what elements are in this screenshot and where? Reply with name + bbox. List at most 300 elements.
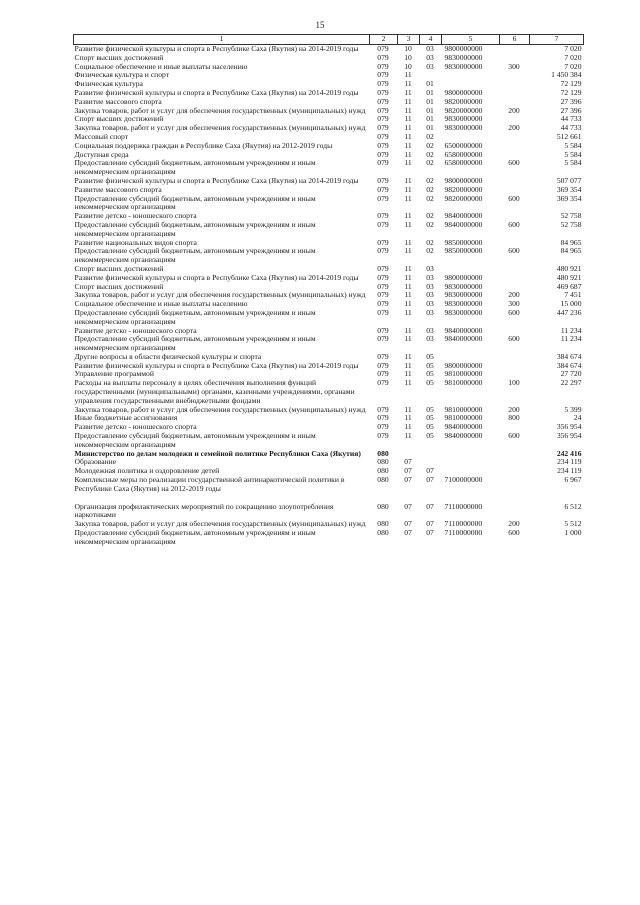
- row-name: Спорт высших достижений: [74, 263, 164, 273]
- row-sum: 5 584: [564, 149, 582, 159]
- row-sum: 512 661: [556, 131, 582, 141]
- row-name: Закупка товаров, работ и услуг для обеспечения государственных (муниципальных) нужд: [74, 123, 366, 133]
- row-gr-code: 079: [377, 334, 389, 344]
- row-name: Социальная поддержка граждан в Республике Саха (Якутия) на 2012-2019 годы: [74, 140, 333, 150]
- row-gr-code: 079: [377, 96, 389, 106]
- row-vr-code: [500, 45, 530, 54]
- row-gr-code: 079: [377, 149, 389, 159]
- row-rz-code: 11: [404, 334, 412, 344]
- row-rz-code: 10: [404, 52, 412, 62]
- row-vr-code: [500, 89, 530, 98]
- row-rz-code: 11: [404, 149, 412, 159]
- table-row: [74, 309, 584, 327]
- header-col-5: 5: [442, 35, 500, 45]
- row-vr-code: 300: [508, 61, 520, 71]
- row-cs-code: 7100000000: [444, 475, 483, 485]
- row-sum: 84 965: [560, 237, 582, 247]
- row-gr-code: 079: [377, 211, 389, 221]
- row-cs-code: 9800000000: [444, 272, 483, 282]
- row-pr-code: 01: [426, 114, 434, 124]
- table-row: [74, 494, 584, 521]
- row-gr-code: 079: [377, 431, 389, 441]
- row-rz-code: 11: [404, 307, 412, 317]
- row-pr-code: 02: [426, 211, 434, 221]
- row-gr-code: 079: [377, 272, 389, 282]
- row-name: Предоставление субсидий бюджетным, автономным учреждениям и иным некоммерческим организациям: [74, 219, 316, 238]
- row-cs-code: 9800000000: [444, 87, 483, 97]
- row-cs-code: 9840000000: [444, 334, 483, 344]
- row-name: Социальное обеспечение и иные выплаты населению: [74, 299, 248, 309]
- row-cs-code: 9800000000: [444, 360, 483, 370]
- row-vr-code: 200: [508, 123, 520, 133]
- row-gr-code: 080: [377, 528, 389, 538]
- header-col-2: 2: [370, 35, 398, 45]
- row-name: Спорт высших достижений: [74, 114, 164, 124]
- row-pr-code: 01: [426, 87, 434, 97]
- row-name: Предоставление субсидий бюджетным, автономным учреждениям и иным некоммерческим организациям: [74, 307, 316, 326]
- row-rz-code: 11: [404, 184, 412, 194]
- row-cs-code: 9840000000: [444, 211, 483, 221]
- row-gr-code: 079: [377, 123, 389, 133]
- row-vr-code: 200: [508, 404, 520, 414]
- row-name: Закупка товаров, работ и услуг для обеспечения государственных (муниципальных) нужд: [74, 519, 366, 529]
- row-gr-code: 079: [377, 158, 389, 168]
- row-pr-code: 07: [426, 501, 434, 511]
- row-rz-code: 11: [404, 281, 412, 291]
- row-pr-code: 02: [426, 140, 434, 150]
- row-sum: 84 965: [560, 246, 582, 256]
- row-gr-code: 079: [377, 360, 389, 370]
- row-sum: 27 720: [560, 369, 582, 379]
- row-rz-code: 11: [404, 413, 412, 423]
- header-col-4: 4: [420, 35, 442, 45]
- row-cs-code: 7110000000: [444, 528, 483, 538]
- row-gr-code: 079: [377, 281, 389, 291]
- row-sum: 44 733: [560, 123, 582, 133]
- row-rz-code: 11: [404, 325, 412, 335]
- row-gr-code: 079: [377, 422, 389, 432]
- row-rz-code: 11: [404, 175, 412, 185]
- row-gr-code: 080: [377, 519, 389, 529]
- row-name: Расходы на выплаты персоналу в целях обеспечения выполнения функций государственными (муниципальными) органами, казенными учреждениями, органами управления государственными внебюджетными фондами: [74, 378, 355, 405]
- row-vr-code: [500, 71, 530, 80]
- row-vr-code: 600: [508, 334, 520, 344]
- row-vr-code: 600: [508, 246, 520, 256]
- row-vr-code: 300: [508, 299, 520, 309]
- row-sum: 356 954: [556, 422, 582, 432]
- row-pr-code: 05: [426, 360, 434, 370]
- row-pr-code: 03: [426, 334, 434, 344]
- row-pr-code: 02: [426, 175, 434, 185]
- row-pr-code: 03: [426, 44, 434, 53]
- row-vr-code: 600: [508, 528, 520, 538]
- row-gr-code: 079: [377, 79, 389, 89]
- table-row: [74, 379, 584, 405]
- row-gr-code: 079: [377, 290, 389, 300]
- row-cs-code: 9830000000: [444, 114, 483, 124]
- row-name: Физическая культура: [74, 79, 143, 89]
- row-name: Предоставление субсидий бюджетным, автономным учреждениям и иным некоммерческим организациям: [74, 528, 316, 546]
- row-cs-code: 9810000000: [444, 378, 483, 388]
- row-sum: 1 000: [564, 528, 582, 538]
- row-name: Развитие детско - юношеского спорта: [74, 211, 197, 221]
- row-pr-code: 02: [426, 219, 434, 229]
- row-sum: 469 687: [556, 281, 582, 291]
- row-gr-code: 080: [377, 466, 389, 476]
- row-name: Развитие массового спорта: [74, 184, 162, 194]
- row-sum: 5 584: [564, 140, 582, 150]
- row-gr-code: 079: [377, 61, 389, 71]
- row-name: Предоставление субсидий бюджетным, автономным учреждениям и иным некоммерческим организациям: [74, 158, 316, 177]
- row-vr-code: 100: [508, 378, 520, 388]
- row-vr-code: 600: [508, 193, 520, 203]
- row-vr-code: [500, 467, 530, 476]
- row-gr-code: 079: [377, 307, 389, 317]
- row-sum: 480 921: [556, 272, 582, 282]
- row-vr-code: 600: [508, 158, 520, 168]
- row-vr-code: [500, 177, 530, 186]
- row-vr-code: 600: [508, 307, 520, 317]
- table-row: [74, 476, 584, 494]
- row-pr-code: 03: [426, 290, 434, 300]
- row-gr-code: 079: [377, 369, 389, 379]
- row-sum: 5 584: [564, 158, 582, 168]
- row-rz-code: 11: [404, 140, 412, 150]
- row-rz-code: 11: [404, 404, 412, 414]
- row-rz-code: 11: [404, 131, 412, 141]
- row-pr-code: 03: [426, 52, 434, 62]
- row-rz-code: 11: [404, 96, 412, 106]
- row-rz-code: 10: [404, 44, 412, 53]
- row-cs-code: 9810000000: [444, 369, 483, 379]
- row-pr-code: 02: [426, 193, 434, 203]
- row-vr-code: [500, 476, 530, 494]
- row-name: Развитие национальных видов спорта: [74, 237, 197, 247]
- row-pr-code: 01: [426, 105, 434, 115]
- row-rz-code: 11: [404, 369, 412, 379]
- row-vr-code: 200: [508, 290, 520, 300]
- row-name: Развитие массового спорта: [74, 96, 162, 106]
- row-gr-code: 079: [377, 404, 389, 414]
- row-cs-code: 6500000000: [444, 140, 483, 150]
- row-cs-code: 9850000000: [444, 237, 483, 247]
- row-rz-code: 07: [404, 528, 412, 538]
- row-name: Предоставление субсидий бюджетным, автономным учреждениям и иным некоммерческим организациям: [74, 246, 316, 265]
- page-number: 15: [315, 20, 325, 30]
- row-rz-code: 11: [404, 70, 412, 80]
- row-rz-code: 11: [404, 360, 412, 370]
- row-pr-code: 03: [426, 272, 434, 282]
- row-pr-code: 07: [426, 519, 434, 529]
- row-pr-code: 03: [426, 263, 434, 273]
- row-gr-code: 079: [377, 87, 389, 97]
- row-name: Спорт высших достижений: [74, 281, 164, 291]
- row-sum: 6 512: [564, 501, 582, 511]
- row-gr-code: 079: [377, 184, 389, 194]
- row-vr-code: [500, 362, 530, 371]
- row-gr-code: 080: [377, 457, 389, 467]
- row-gr-code: 079: [377, 44, 389, 53]
- row-name: Другие вопросы в области физической культуры и спорта: [74, 351, 262, 361]
- row-cs-code: 9810000000: [444, 413, 483, 423]
- row-rz-code: 11: [404, 263, 412, 273]
- table-row: [74, 432, 584, 450]
- row-pr-code: 05: [426, 378, 434, 388]
- row-cs-code: 9820000000: [444, 193, 483, 203]
- row-rz-code: 11: [404, 211, 412, 221]
- row-sum: 5 512: [564, 519, 582, 529]
- row-cs-code: 9810000000: [444, 404, 483, 414]
- row-cs-code: 7110000000: [444, 519, 483, 529]
- row-gr-code: 080: [377, 501, 389, 511]
- row-sum: 369 354: [556, 184, 582, 194]
- row-gr-code: 079: [377, 246, 389, 256]
- row-gr-code: 079: [377, 299, 389, 309]
- row-sum: 369 354: [556, 193, 582, 203]
- row-rz-code: 11: [404, 246, 412, 256]
- row-vr-code: [500, 274, 530, 283]
- row-gr-code: 079: [377, 325, 389, 335]
- table-row: [74, 529, 584, 547]
- row-name: Социальное обеспечение и иные выплаты населению: [74, 61, 248, 71]
- row-cs-code: 9830000000: [444, 123, 483, 133]
- row-cs-code: 9820000000: [444, 184, 483, 194]
- row-rz-code: 11: [404, 114, 412, 124]
- row-sum: 7 020: [564, 52, 582, 62]
- row-pr-code: 03: [426, 307, 434, 317]
- row-name: Управление программой: [74, 369, 154, 379]
- row-sum: 480 921: [556, 263, 582, 273]
- row-cs-code: 7110000000: [444, 501, 483, 511]
- row-pr-code: 02: [426, 131, 434, 141]
- row-sum: 242 416: [556, 448, 582, 458]
- row-sum: 27 396: [560, 105, 582, 115]
- row-pr-code: 05: [426, 431, 434, 441]
- row-pr-code: 05: [426, 404, 434, 414]
- row-pr-code: 03: [426, 281, 434, 291]
- row-rz-code: 11: [404, 351, 412, 361]
- row-gr-code: 079: [377, 351, 389, 361]
- table-row: [74, 159, 584, 177]
- row-pr-code: 07: [426, 528, 434, 538]
- row-cs-code: 9840000000: [444, 431, 483, 441]
- row-vr-code: 600: [508, 219, 520, 229]
- table-row: [74, 142, 584, 151]
- row-vr-code: 200: [508, 105, 520, 115]
- row-vr-code: [500, 265, 530, 274]
- row-cs-code: 9820000000: [444, 105, 483, 115]
- row-rz-code: 07: [404, 466, 412, 476]
- row-name: Физическая культура и спорт: [74, 70, 170, 80]
- row-name: Комплексные меры по реализации государственной антинаркотической политики в Республике Саха (Якутия) на 2012-2019 годы: [74, 475, 345, 493]
- row-name: Развитие физической культуры и спорта в Республике Саха (Якутия) на 2014-2019 годы: [74, 44, 359, 53]
- row-vr-code: [500, 80, 530, 89]
- row-rz-code: 11: [404, 193, 412, 203]
- row-name: Доступная среда: [74, 149, 129, 159]
- row-pr-code: 02: [426, 184, 434, 194]
- row-sum: 7 020: [564, 44, 582, 53]
- row-name: Предоставление субсидий бюджетным, автономным учреждениям и иным некоммерческим организациям: [74, 431, 316, 449]
- row-rz-code: 11: [404, 123, 412, 133]
- row-vr-code: 600: [508, 431, 520, 441]
- row-vr-code: 800: [508, 413, 520, 423]
- row-pr-code: 02: [426, 149, 434, 159]
- row-gr-code: 079: [377, 263, 389, 273]
- table-body: [74, 45, 584, 547]
- row-sum: 447 236: [556, 307, 582, 317]
- row-cs-code: 9800000000: [444, 175, 483, 185]
- row-name: Массовый спорт: [74, 131, 129, 141]
- row-rz-code: 11: [404, 422, 412, 432]
- row-gr-code: 079: [377, 237, 389, 247]
- header-col-6: 6: [500, 35, 530, 45]
- row-cs-code: 9800000000: [444, 44, 483, 53]
- row-rz-code: 07: [404, 457, 412, 467]
- row-sum: 7 020: [564, 61, 582, 71]
- row-pr-code: 07: [426, 475, 434, 485]
- row-name: Спорт высших достижений: [74, 52, 164, 62]
- row-pr-code: 02: [426, 237, 434, 247]
- row-pr-code: 02: [426, 158, 434, 168]
- row-cs-code: 9830000000: [444, 299, 483, 309]
- row-vr-code: [500, 450, 530, 459]
- row-rz-code: 07: [404, 475, 412, 485]
- row-sum: 15 000: [560, 299, 582, 309]
- row-rz-code: 11: [404, 105, 412, 115]
- row-vr-code: [500, 133, 530, 142]
- row-sum: 52 758: [560, 211, 582, 221]
- table-row: [74, 247, 584, 265]
- row-cs-code: 9840000000: [444, 219, 483, 229]
- row-cs-code: 6580000000: [444, 158, 483, 168]
- row-sum: 1 450 384: [551, 70, 582, 80]
- row-gr-code: 080: [377, 475, 389, 485]
- row-cs-code: 9830000000: [444, 290, 483, 300]
- row-vr-code: [500, 353, 530, 362]
- row-name: Закупка товаров, работ и услуг для обеспечения государственных (муниципальных) нужд: [74, 105, 366, 115]
- row-sum: 24: [573, 413, 582, 423]
- row-cs-code: 9840000000: [444, 325, 483, 335]
- row-sum: 11 234: [560, 325, 582, 335]
- row-rz-code: 11: [404, 237, 412, 247]
- row-name: Развитие физической культуры и спорта в Республике Саха (Якутия) на 2014-2019 годы: [74, 272, 359, 282]
- row-name: Развитие детско - юношеского спорта: [74, 422, 197, 432]
- row-name: Закупка товаров, работ и услуг для обеспечения государственных (муниципальных) нужд: [74, 404, 366, 414]
- row-pr-code: 05: [426, 369, 434, 379]
- row-name: Развитие физической культуры и спорта в Республике Саха (Якутия) на 2014-2019 годы: [74, 360, 359, 370]
- row-gr-code: 079: [377, 193, 389, 203]
- row-pr-code: 03: [426, 61, 434, 71]
- row-rz-code: 11: [404, 290, 412, 300]
- row-gr-code: 079: [377, 413, 389, 423]
- row-rz-code: 11: [404, 87, 412, 97]
- row-sum: 72 129: [560, 87, 582, 97]
- row-vr-code: [500, 494, 530, 521]
- row-gr-code: 079: [377, 131, 389, 141]
- table-row: [74, 221, 584, 239]
- row-name: Иные бюджетные ассигнования: [74, 413, 178, 423]
- row-gr-code: 079: [377, 105, 389, 115]
- row-rz-code: 11: [404, 272, 412, 282]
- row-pr-code: 02: [426, 246, 434, 256]
- row-sum: 44 733: [560, 114, 582, 124]
- row-name: Предоставление субсидий бюджетным, автономным учреждениям и иным некоммерческим организациям: [74, 193, 316, 212]
- row-cs-code: 9830000000: [444, 307, 483, 317]
- table-row: [74, 71, 584, 80]
- row-cs-code: 9820000000: [444, 96, 483, 106]
- row-vr-code: [500, 142, 530, 151]
- row-cs-code: 6580000000: [444, 149, 483, 159]
- row-cs-code: [442, 450, 500, 459]
- row-name: Развитие детско - юношеского спорта: [74, 325, 197, 335]
- row-cs-code: 9830000000: [444, 281, 483, 291]
- row-cs-code: 9830000000: [444, 61, 483, 71]
- row-pr-code: 03: [426, 325, 434, 335]
- row-rz-code: 11: [404, 79, 412, 89]
- row-name: Молодежная политика и оздоровление детей: [74, 466, 220, 476]
- row-name: Организация профилактических мероприятий по сокращению злоупотребления наркотиками: [74, 501, 334, 520]
- row-vr-code: 200: [508, 519, 520, 529]
- row-sum: 356 954: [556, 431, 582, 441]
- row-rz-code: 11: [404, 299, 412, 309]
- row-rz-code: 11: [404, 219, 412, 229]
- row-pr-code: [420, 450, 442, 459]
- header-col-7: 7: [530, 35, 584, 45]
- row-gr-code: 079: [377, 52, 389, 62]
- row-vr-code: [500, 458, 530, 467]
- row-sum: 72 129: [560, 79, 582, 89]
- row-cs-code: 9850000000: [444, 246, 483, 256]
- row-sum: 384 674: [556, 351, 582, 361]
- row-gr-code: 079: [377, 378, 389, 388]
- row-sum: 22 297: [560, 378, 582, 388]
- row-cs-code: 9830000000: [444, 52, 483, 62]
- row-cs-code: [442, 71, 500, 80]
- row-gr-code: 079: [377, 175, 389, 185]
- row-pr-code: 05: [426, 351, 434, 361]
- row-gr-code: 080: [377, 448, 389, 458]
- table-row: [74, 450, 584, 459]
- header-col-3: 3: [398, 35, 420, 45]
- row-name: Закупка товаров, работ и услуг для обеспечения государственных (муниципальных) нужд: [74, 290, 366, 300]
- row-sum: 5 399: [564, 404, 582, 414]
- row-name: Развитие физической культуры и спорта в Республике Саха (Якутия) на 2014-2019 годы: [74, 87, 359, 97]
- row-rz-code: 10: [404, 61, 412, 71]
- row-rz-code: 11: [404, 378, 412, 388]
- row-sum: 384 674: [556, 360, 582, 370]
- table-row: [74, 335, 584, 353]
- row-sum: 234 119: [557, 457, 582, 467]
- row-sum: 11 234: [560, 334, 582, 344]
- row-name: Предоставление субсидий бюджетным, автономным учреждениям и иным некоммерческим организациям: [74, 334, 316, 353]
- row-rz-code: 11: [404, 431, 412, 441]
- row-gr-code: 079: [377, 114, 389, 124]
- row-pr-code: 01: [426, 96, 434, 106]
- row-sum: 234 119: [557, 466, 582, 476]
- row-pr-code: 01: [426, 79, 434, 89]
- row-rz-code: 07: [404, 519, 412, 529]
- row-sum: 7 451: [564, 290, 582, 300]
- row-rz-code: 11: [404, 158, 412, 168]
- row-name: Развитие физической культуры и спорта в Республике Саха (Якутия) на 2014-2019 годы: [74, 175, 359, 185]
- row-sum: 27 396: [560, 96, 582, 106]
- row-cs-code: 9840000000: [444, 422, 483, 432]
- table-row: [74, 124, 584, 133]
- row-sum: 507 077: [556, 175, 582, 185]
- row-name: Министерство по делам молодежи и семейной политике Республики Саха (Якутия): [74, 448, 361, 458]
- header-row: [74, 35, 584, 45]
- row-sum: 52 758: [560, 219, 582, 229]
